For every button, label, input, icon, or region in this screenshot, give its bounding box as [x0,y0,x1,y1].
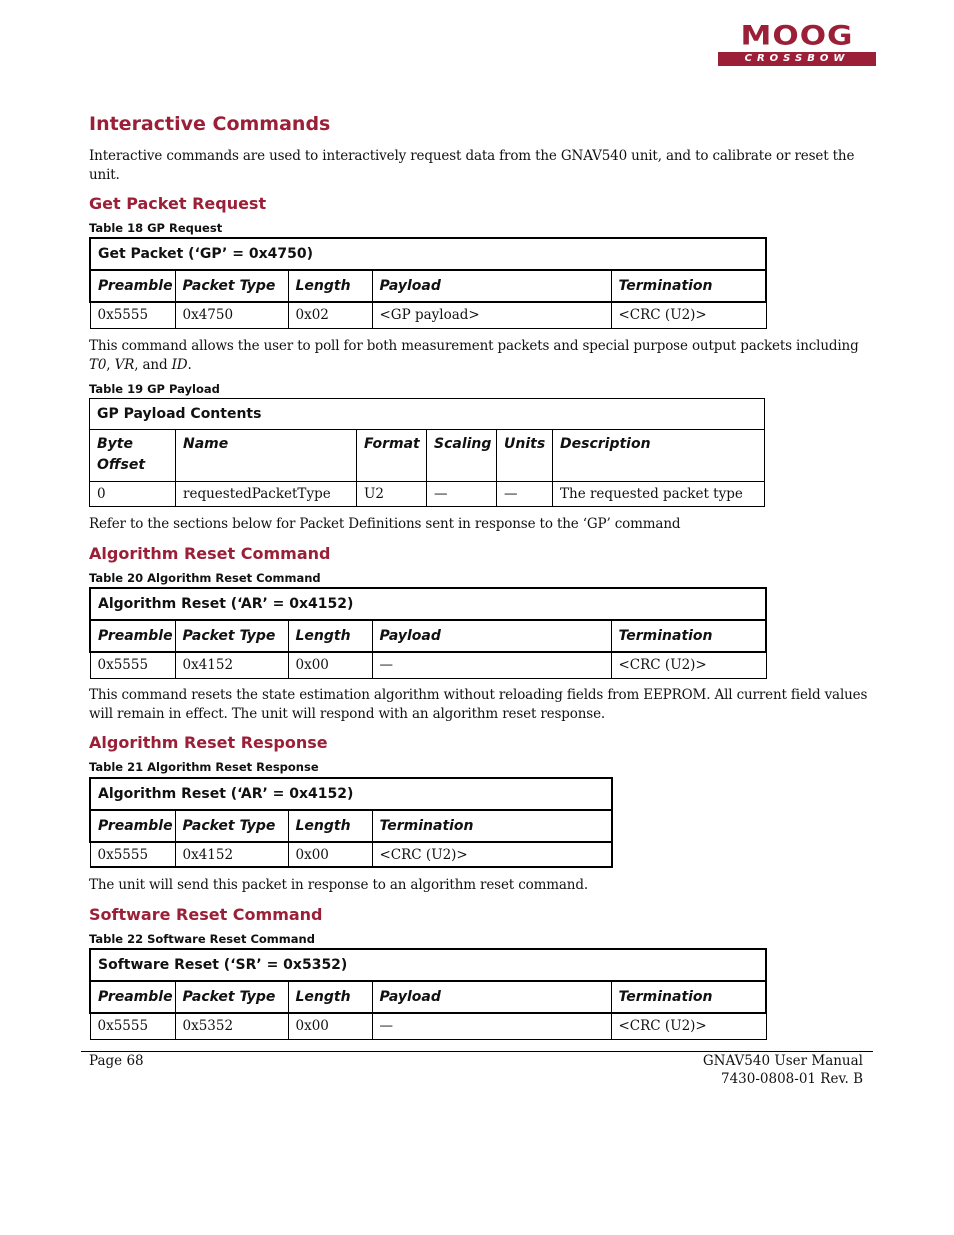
gp-request-title: Get Packet (‘GP’ = 0x4750) [90,238,766,270]
header-packet-type: Packet Type [175,810,288,842]
ar-response-heading: Algorithm Reset Response [89,733,328,752]
ar-command-title: Algorithm Reset (‘AR’ = 0x4152) [90,588,766,620]
header-preamble: Preamble [90,270,175,302]
cell-length: 0x02 [288,302,372,328]
table-row [90,652,766,678]
logo-sub: CROSSBOW [718,52,876,66]
cell-format: U2 [357,482,427,507]
cell-preamble: 0x5555 [90,842,175,867]
gp-request-table [89,237,767,329]
intro-paragraph: Interactive commands are used to interactively request data from the GNAV540 unit, and to calibrate or reset the unit. [89,148,855,183]
cell-termination: <CRC (U2)> [611,652,766,678]
header-format: Format [357,430,427,482]
ar-command-table [89,587,767,679]
table-row [90,842,612,867]
table18-caption: Table 18 GP Request [89,221,223,235]
header-name: Name [176,430,357,482]
cell-termination: <CRC (U2)> [611,1013,766,1039]
header-payload: Payload [372,270,611,302]
gp-payload-note: Refer to the sections below for Packet Definitions sent in response to the ‘GP’ command [89,516,681,532]
ar-command-heading: Algorithm Reset Command [89,544,331,563]
header-payload: Payload [372,620,611,652]
header-length: Length [288,810,372,842]
table19-caption: Table 19 GP Payload [89,382,220,396]
cell-length: 0x00 [288,842,372,867]
header-payload: Payload [372,981,611,1013]
header-length: Length [288,620,372,652]
header-byte-offset: Byte Offset [90,430,176,482]
cell-payload: <GP payload> [372,302,611,328]
moog-crossbow-logo [718,22,876,68]
gp-payload-table [89,398,765,507]
sr-command-title: Software Reset (‘SR’ = 0x5352) [90,949,766,981]
cell-termination: <CRC (U2)> [372,842,612,867]
gp-request-heading: Get Packet Request [89,194,267,213]
header-preamble: Preamble [90,620,175,652]
header-description: Description [553,430,765,482]
header-termination: Termination [611,270,766,302]
gp-payload-title: GP Payload Contents [90,399,765,430]
cell-packet-type: 0x4152 [175,652,288,678]
cell-packet-type: 0x5352 [175,1013,288,1039]
cell-description: The requested packet type [553,482,765,507]
header-length: Length [288,270,372,302]
cell-byte-offset: 0 [90,482,176,507]
ar-response-note: The unit will send this packet in response to an algorithm reset command. [89,877,588,893]
page-heading: Interactive Commands [89,113,331,135]
header-termination: Termination [611,981,766,1013]
cell-length: 0x00 [288,1013,372,1039]
cell-termination: <CRC (U2)> [611,302,766,328]
header-termination: Termination [372,810,612,842]
cell-length: 0x00 [288,652,372,678]
table20-caption: Table 20 Algorithm Reset Command [89,571,321,585]
header-scaling: Scaling [427,430,497,482]
cell-scaling: — [427,482,497,507]
table21-caption: Table 21 Algorithm Reset Response [89,760,319,774]
cell-payload: — [372,652,611,678]
manual-title: GNAV540 User Manual [702,1053,863,1069]
table-row [90,302,766,328]
cell-preamble: 0x5555 [90,1013,175,1039]
logo-brand: MOOG [740,20,854,52]
cell-units: — [497,482,553,507]
header-termination: Termination [611,620,766,652]
sr-command-table [89,948,767,1040]
cell-name: requestedPacketType [176,482,357,507]
table22-caption: Table 22 Software Reset Command [89,932,315,946]
cell-preamble: 0x5555 [90,652,175,678]
table-row [90,482,765,507]
ar-response-title: Algorithm Reset (‘AR’ = 0x4152) [90,778,612,810]
document-number: 7430-0808-01 Rev. B [721,1071,863,1087]
gp-request-note: This command allows the user to poll for both measurement packets and special purpose output packets including T0, VR, and ID. [89,338,859,373]
ar-command-note: This command resets the state estimation algorithm without reloading fields from EEPROM. All current field values will remain in effect. The unit will respond with an algorithm reset response. [89,687,868,722]
ar-response-table [89,777,613,868]
header-length: Length [288,981,372,1013]
page-number: Page 68 [89,1053,144,1069]
cell-packet-type: 0x4152 [175,842,288,867]
cell-preamble: 0x5555 [90,302,175,328]
header-preamble: Preamble [90,981,175,1013]
table-row [90,1013,766,1039]
header-packet-type: Packet Type [175,620,288,652]
header-packet-type: Packet Type [175,270,288,302]
cell-packet-type: 0x4750 [175,302,288,328]
sr-command-heading: Software Reset Command [89,905,323,924]
cell-payload: — [372,1013,611,1039]
header-units: Units [497,430,553,482]
header-packet-type: Packet Type [175,981,288,1013]
footer-doc-info [703,1052,863,1088]
header-preamble: Preamble [90,810,175,842]
